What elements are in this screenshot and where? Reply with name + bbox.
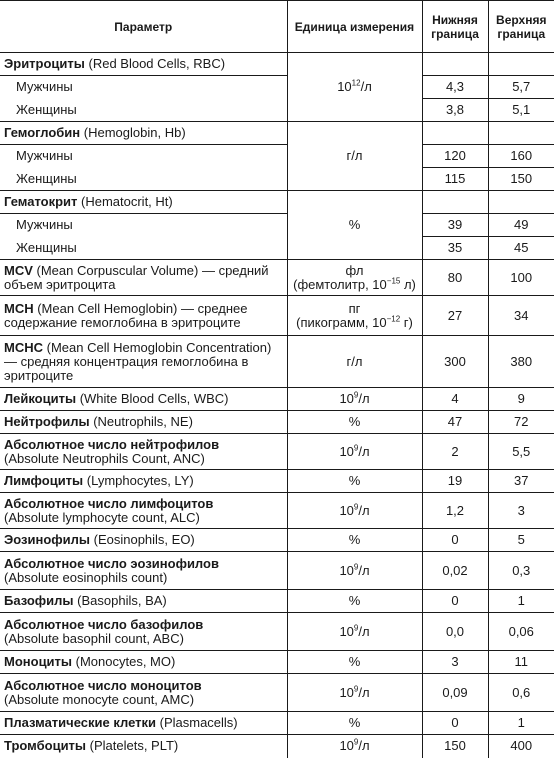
unit-tail: л) [400,276,416,292]
unit-tail: /л [358,684,370,700]
param-en: (White Blood Cells, WBC) [76,391,229,406]
high-cell [488,122,554,145]
unit-line [292,278,418,292]
param-name: Эозинофилы [4,532,90,547]
unit-exp: 9 [353,390,359,400]
high-cell: 9 [488,388,554,411]
param-name: MCV [4,262,33,278]
param-cell [0,712,287,735]
param-cell [0,388,287,411]
low-cell: 1,2 [422,493,488,529]
param-cell [0,260,287,296]
low-cell: 4 [422,388,488,411]
header-unit: Единица измерения [287,1,422,53]
header-high: Верхняя граница [488,1,554,53]
high-cell: 5,7 [488,76,554,99]
param-name: Абсолютное число нейтрофилов [4,436,220,452]
param-name: Абсолютное число эозинофилов [4,555,219,571]
sex-label: Женщины [0,237,287,260]
unit-tail: г) [400,314,413,330]
high-cell: 150 [488,168,554,191]
high-cell: 11 [488,651,554,674]
table-row [0,674,554,712]
low-cell: 80 [422,260,488,296]
high-cell: 0,6 [488,674,554,712]
unit-cell: % [287,191,422,260]
unit-cell: % [287,712,422,735]
unit-exp: 9 [353,502,359,512]
param-cell [0,590,287,613]
sex-label: Мужчины [0,145,287,168]
unit-base: 10 [339,738,354,754]
high-cell: 5,1 [488,99,554,122]
low-cell: 0,02 [422,552,488,590]
table-row [0,493,554,529]
unit-tail: /л [358,738,370,754]
param-en: (Monocytes, MO) [72,654,176,669]
high-cell: 400 [488,735,554,758]
low-cell: 0 [422,712,488,735]
unit-base: 10 [339,443,354,459]
param-en: (Red Blood Cells, RBC) [84,56,226,71]
table-row [0,552,554,590]
unit-cell [287,735,422,758]
unit-cell [287,296,422,336]
high-cell: 3 [488,493,554,529]
param-name: Эритроциты [4,56,85,71]
low-cell: 4,3 [422,76,488,99]
low-cell: 19 [422,470,488,493]
param-cell [0,529,287,552]
low-cell: 35 [422,237,488,260]
param-en: (Hematocrit, Ht) [77,194,173,209]
header-param: Параметр [0,1,287,53]
low-cell: 0 [422,590,488,613]
param-name: MCHC [4,339,43,355]
table-row [0,99,554,122]
table-row [0,145,554,168]
param-cell [0,191,287,214]
unit-line [292,316,418,330]
unit-base: (фемтолитр, 10 [293,276,387,292]
table-row [0,260,554,296]
param-cell [0,674,287,712]
param-en: (Absolute basophil count, ABC) [4,630,184,646]
high-cell: 37 [488,470,554,493]
high-cell: 0,06 [488,613,554,651]
table-row [0,296,554,336]
table-row [0,122,554,145]
param-cell [0,53,287,76]
param-cell [0,613,287,651]
unit-cell: % [287,590,422,613]
high-cell: 5,5 [488,434,554,470]
low-cell: 3 [422,651,488,674]
unit-cell [287,493,422,529]
header-low: Нижняя граница [422,1,488,53]
sex-label: Мужчины [0,76,287,99]
unit-base: 10 [339,391,354,406]
low-cell: 27 [422,296,488,336]
param-en: (Platelets, PLT) [86,738,179,754]
unit-cell: % [287,651,422,674]
high-cell: 49 [488,214,554,237]
unit-base: 10 [339,502,354,518]
low-cell [422,53,488,76]
param-cell [0,470,287,493]
unit-exp: 9 [353,623,359,633]
sex-label: Мужчины [0,214,287,237]
table-row [0,336,554,388]
unit-base: 10 [337,79,352,94]
unit-cell [287,552,422,590]
low-cell: 150 [422,735,488,758]
low-cell: 47 [422,411,488,434]
table-row [0,735,554,758]
low-cell: 300 [422,336,488,388]
param-name: Тромбоциты [4,738,87,754]
unit-tail: /л [358,502,370,518]
param-cell [0,493,287,529]
unit-exp: 9 [353,443,359,453]
param-name: Гемоглобин [4,125,81,140]
high-cell: 45 [488,237,554,260]
high-cell: 380 [488,336,554,388]
low-cell: 0 [422,529,488,552]
high-cell: 1 [488,712,554,735]
high-cell: 100 [488,260,554,296]
unit-exp: 12 [351,78,361,88]
param-name: Абсолютное число лимфоцитов [4,495,214,511]
low-cell: 0,0 [422,613,488,651]
param-name: Абсолютное число моноцитов [4,677,202,693]
table-row [0,388,554,411]
unit-cell [287,434,422,470]
unit-base: (пикограмм, 10 [296,314,387,330]
sex-label: Женщины [0,99,287,122]
param-en: (Lymphocytes, LY) [83,473,194,488]
param-en: (Absolute eosinophils count) [4,569,168,585]
param-cell [0,336,287,388]
param-name: Нейтрофилы [4,414,90,429]
param-name: Базофилы [4,593,74,608]
param-name: Лимфоциты [4,473,84,488]
param-name: Абсолютное число базофилов [4,616,204,632]
sex-label: Женщины [0,168,287,191]
unit-tail: /л [358,391,370,406]
param-cell [0,296,287,336]
table-row [0,53,554,76]
unit-cell [287,260,422,296]
unit-exp: 9 [353,562,359,572]
unit-cell [287,613,422,651]
param-cell [0,552,287,590]
table-row [0,470,554,493]
param-cell [0,735,287,758]
high-cell: 34 [488,296,554,336]
param-name: Плазматические клетки [4,715,157,730]
unit-base: 10 [339,684,354,700]
table-row [0,168,554,191]
table-row [0,76,554,99]
table-row [0,214,554,237]
high-cell [488,53,554,76]
unit-exp: −12 [386,314,401,324]
table-row [0,613,554,651]
high-cell: 72 [488,411,554,434]
unit-cell [287,53,422,122]
table-row [0,237,554,260]
param-en: (Eosinophils, EO) [90,532,195,547]
table-row [0,590,554,613]
param-name: Моноциты [4,654,73,669]
unit-tail: /л [358,562,370,578]
param-en: (Basophils, BA) [73,593,167,608]
param-name: Лейкоциты [4,391,77,406]
param-en: (Absolute Neutrophils Count, ANC) [4,450,205,466]
unit-tail: /л [358,443,370,459]
unit-cell: г/л [287,336,422,388]
table-row [0,191,554,214]
param-en: (Plasmacells) [156,715,238,730]
table-row [0,434,554,470]
unit-cell: % [287,411,422,434]
low-cell [422,191,488,214]
unit-cell [287,674,422,712]
param-en: (Absolute lymphocyte count, ALC) [4,509,200,525]
unit-tail: /л [358,623,370,639]
low-cell [422,122,488,145]
unit-tail: /л [360,79,372,94]
unit-exp: 9 [353,684,359,694]
unit-exp: −15 [386,276,401,286]
param-en: (Mean Cell Hemoglobin Concentration) — средняя концентрация гемоглобина в эритроците [4,339,272,383]
unit-base: 10 [339,623,354,639]
unit-exp: 9 [353,737,359,747]
unit-cell [287,388,422,411]
param-en: (Mean Cell Hemoglobin) — среднее содержание гемоглобина в эритроците [4,300,248,330]
unit-cell: % [287,529,422,552]
low-cell: 115 [422,168,488,191]
unit-line: фл [345,262,364,278]
low-cell: 0,09 [422,674,488,712]
header-row [0,1,554,53]
unit-line: пг [348,300,361,316]
high-cell: 0,3 [488,552,554,590]
param-cell [0,122,287,145]
low-cell: 39 [422,214,488,237]
low-cell: 3,8 [422,99,488,122]
param-cell [0,434,287,470]
table-row [0,651,554,674]
param-en: (Mean Corpuscular Volume) — средний объем эритроцита [4,262,269,292]
table-row [0,712,554,735]
table-row [0,529,554,552]
param-name: Гематокрит [4,194,78,209]
high-cell [488,191,554,214]
low-cell: 120 [422,145,488,168]
param-en: (Neutrophils, NE) [89,414,193,429]
param-en: (Hemoglobin, Hb) [80,125,186,140]
param-cell [0,651,287,674]
high-cell: 1 [488,590,554,613]
param-name: MCH [4,300,34,316]
high-cell: 160 [488,145,554,168]
param-en: (Absolute monocyte count, AMC) [4,691,195,707]
unit-cell: г/л [287,122,422,191]
unit-base: 10 [339,562,354,578]
table-row [0,411,554,434]
param-cell [0,411,287,434]
unit-cell: % [287,470,422,493]
high-cell: 5 [488,529,554,552]
low-cell: 2 [422,434,488,470]
